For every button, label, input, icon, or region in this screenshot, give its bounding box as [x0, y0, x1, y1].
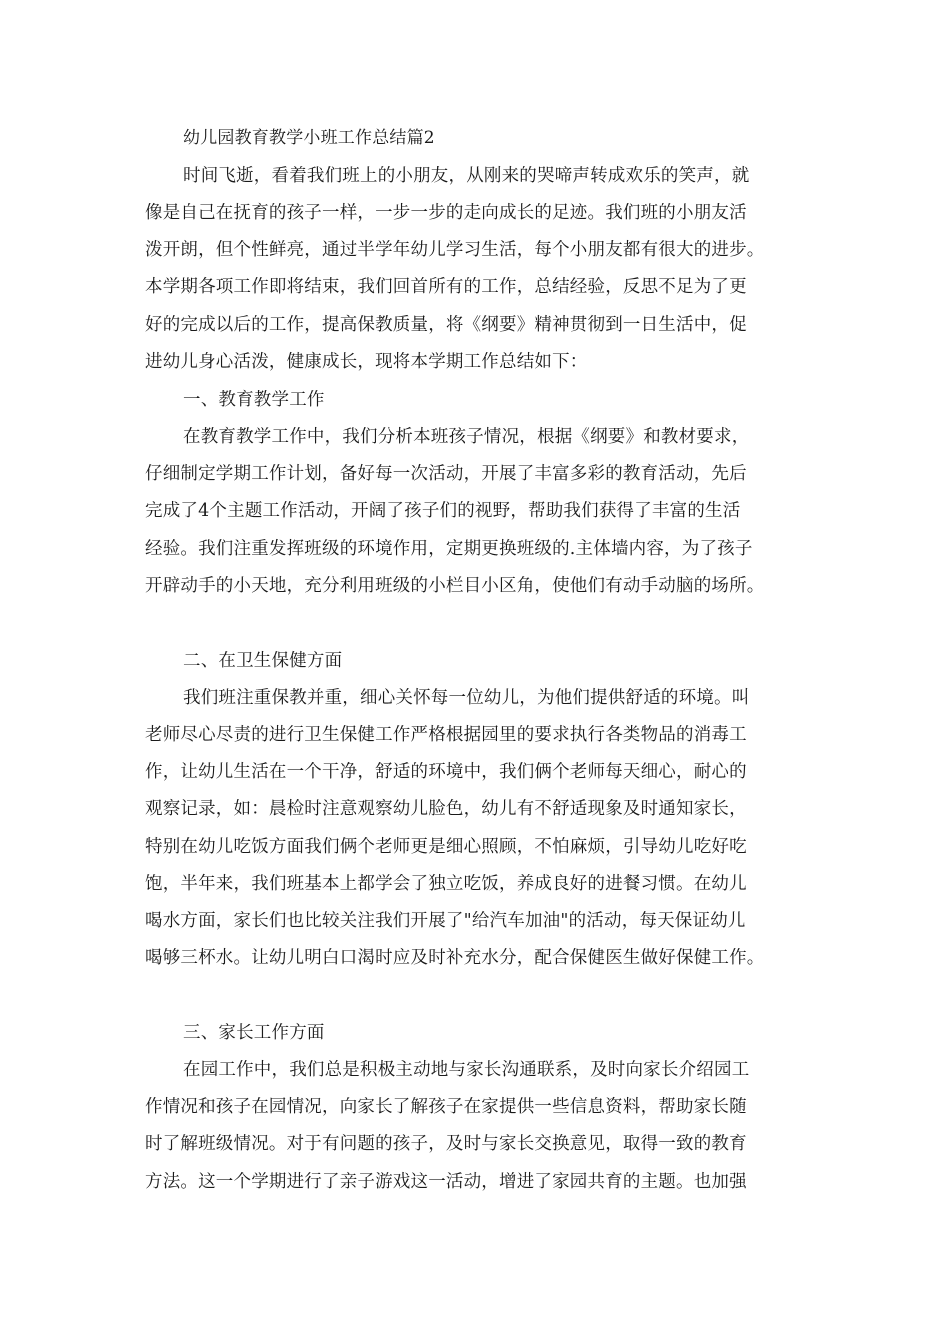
section1-line: 经验。我们注重发挥班级的环境作用，定期更换班级的.主体墙内容，为了孩子	[145, 539, 753, 559]
section3-line: 时了解班级情况。对于有问题的孩子，及时与家长交换意见，取得一致的教育	[145, 1134, 747, 1154]
section2-heading: 二、在卫生保健方面	[183, 651, 343, 671]
section3-heading: 三、家长工作方面	[183, 1023, 325, 1043]
section2-line: 喝够三杯水。让幼儿明白口渴时应及时补充水分，配合保健医生做好保健工作。	[145, 948, 765, 968]
section2-line: 饱，半年来，我们班基本上都学会了独立吃饭，养成良好的进餐习惯。在幼儿	[145, 874, 747, 894]
intro-line: 泼开朗，但个性鲜亮，通过半学年幼儿学习生活，每个小朋友都有很大的进步。	[145, 240, 765, 260]
section3-line: 作情况和孩子在园情况，向家长了解孩子在家提供一些信息资料，帮助家长随	[145, 1097, 747, 1117]
section1-heading: 一、教育教学工作	[183, 390, 325, 410]
section2-line: 喝水方面，家长们也比较关注我们开展了"给汽车加油"的活动，每天保证幼儿	[145, 911, 746, 931]
section1-line: 完成了4个主题工作活动，开阔了孩子们的视野，帮助我们获得了丰富的生活	[145, 501, 741, 521]
section1-line: 开辟动手的小天地，充分利用班级的小栏目小区角，使他们有动手动脑的场所。	[145, 576, 765, 596]
intro-line: 好的完成以后的工作，提高保教质量，将《纲要》精神贯彻到一日生活中，促	[145, 315, 747, 335]
section2-line: 观察记录，如：晨检时注意观察幼儿脸色，幼儿有不舒适现象及时通知家长，	[145, 799, 747, 819]
section1-line: 仔细制定学期工作计划，备好每一次活动，开展了丰富多彩的教育活动，先后	[145, 464, 747, 484]
section3-line: 在园工作中，我们总是积极主动地与家长沟通联系，及时向家长介绍园工	[183, 1060, 750, 1080]
section2-line: 我们班注重保教并重，细心关怀每一位幼儿，为他们提供舒适的环境。叫	[183, 688, 750, 708]
intro-line: 像是自己在抚育的孩子一样，一步一步的走向成长的足迹。我们班的小朋友活	[145, 203, 747, 223]
intro-line: 本学期各项工作即将结束，我们回首所有的工作，总结经验，反思不足为了更	[145, 277, 747, 297]
section2-line: 特别在幼儿吃饭方面我们俩个老师更是细心照顾，不怕麻烦，引导幼儿吃好吃	[145, 837, 747, 857]
document-title: 幼儿园教育教学小班工作总结篇2	[183, 128, 435, 148]
intro-line: 进幼儿身心活泼，健康成长，现将本学期工作总结如下：	[145, 352, 588, 372]
section2-line: 老师尽心尽责的进行卫生保健工作严格根据园里的要求执行各类物品的消毒工	[145, 725, 747, 745]
section3-line: 方法。这一个学期进行了亲子游戏这一活动，增进了家园共育的主题。也加强	[145, 1172, 747, 1192]
section1-line: 在教育教学工作中，我们分析本班孩子情况，根据《纲要》和教材要求，	[183, 427, 750, 447]
intro-line: 时间飞逝，看着我们班上的小朋友，从刚来的哭啼声转成欢乐的笑声，就	[183, 166, 750, 186]
section2-line: 作，让幼儿生活在一个干净，舒适的环境中，我们俩个老师每天细心，耐心的	[145, 762, 747, 782]
